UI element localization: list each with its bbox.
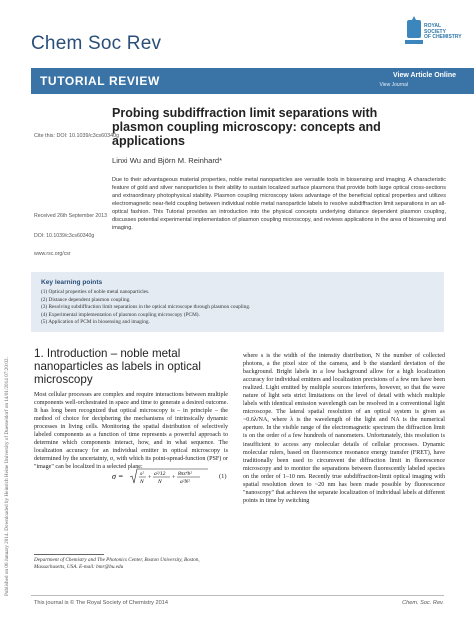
view-journal-link[interactable]: View Journal <box>379 82 408 88</box>
svg-text:a²N²: a²N² <box>180 479 190 485</box>
cite-this: Cite this: DOI: 10.1039/c3cs60340g <box>34 133 120 139</box>
key-learning-points-box <box>31 272 444 332</box>
journal-url[interactable]: www.rsc.org/csr <box>34 251 71 257</box>
key-point-item: (1) Optical properties of noble metal nanoparticles. <box>41 289 150 295</box>
body-right-column: where s is the width of the intensity distribution, N the number of collected photons, a the pixel size of the camera, and b the standard deviation of the background. Bright labels in a low background allow for a high localization accuracy for individual emitters and localization precisions of a few nm have been realized. Light emitted by multiple sources interferes, however, so that the wave nature of light sets strict limitations on the level of detail with which multiple labels with identical emission wavelength can be resolved in a conventional light microscope. The lateral spatial resolution of an optical system is given as ~0.6λ/NA, where λ is the wavelength of the light and NA is the numerical aperture. In the visible range of the electromagnetic spectrum the diffraction limit is on the order of a few hundreds of nanometers. Unfortunately, this resolution is insufficient to access any molecular details of cellular processes. Dynamic molecular rulers, based on fluorescence resonance energy transfer (FRET), have traditionally been used to circumvent the diffraction limit in fluorescence microscopy and to monitor the separations between fluorescently labeled species on the order of 1–10 nm. Recently true subdiffraction-limit optical imaging with spatial resolution down to ~20 nm has been made possible by fluorescence "nanoscopy" that achieves the separate localization of individual labels at different points in time by switching <box>243 353 445 504</box>
logo-line-2: OF CHEMISTRY <box>424 34 462 41</box>
copyright-footer: This journal is © The Royal Society of Chemistry 2014 <box>34 600 168 606</box>
key-points-heading: Key learning points <box>41 279 103 286</box>
banner-title: TUTORIAL REVIEW <box>40 74 160 88</box>
doi: DOI: 10.1039/c3cs60340g <box>34 233 95 239</box>
equation-sigma <box>110 466 210 486</box>
svg-text:a²/12: a²/12 <box>154 471 166 477</box>
svg-text:+: + <box>148 475 152 481</box>
body-left-column: Most cellular processes are complex and require interactions between multiple components well-orchestrated in space and time to generate a desired outcome. It has long been recognized that optical microscopy is – in principle – the method of choice for deciphering the mechanisms of intrinsically dynamic processes in living cells. Monitoring the spatial distribution of selectively labeled components as a function of time represents a powerful approach to determine which components interact, how, and in what sequence. The localization accuracy for an individual emitter in optical microscopy is determined by the uncertainty, σ, with which its point-spread-function (PSF) or "image" can be localized in a selected plane: <box>34 392 228 471</box>
received-date: Received 26th September 2013 <box>34 213 107 219</box>
svg-text:s²: s² <box>140 471 144 477</box>
key-point-item: (3) Resolving subdiffraction limit separations in the optical microscope through plasmon coupling. <box>41 304 251 311</box>
rsc-crest-icon <box>404 16 424 50</box>
footnote-divider <box>34 554 104 555</box>
key-points-list <box>41 289 250 327</box>
footer-divider <box>31 595 444 596</box>
rsc-logo <box>404 16 464 62</box>
tutorial-review-banner <box>31 68 474 94</box>
article-title: Probing subdiffraction limit separations with plasmon coupling microscopy: concepts and applications <box>112 106 381 148</box>
download-info-sidebar <box>2 84 12 604</box>
svg-text:N: N <box>140 479 144 485</box>
svg-text:σ =: σ = <box>112 472 124 481</box>
svg-text:N: N <box>158 479 162 485</box>
key-point-item: (2) Distance dependent plasmon coupling. <box>41 296 131 303</box>
equation-number: (1) <box>219 473 227 480</box>
journal-title: Chem Soc Rev <box>31 33 162 54</box>
affiliation-footnote: Department of Chemistry and The Photonics Center, Boston University, Boston, Massachusetts, USA. E-mail: bmr@bu.edu <box>34 557 200 570</box>
abstract: Due to their advantageous material properties, noble metal nanoparticles are versatile tools in biosensing and imaging. A characteristic feature of gold and silver nanoparticles is their ability to sustain localized surface plasmons that provide both large optical cross-sections and extraordinary photophysical stability. Plasmon coupling microscopy takes advantage of the beneficial optical properties and utilizes electromagnetic near-field coupling between individual noble metal nanoparticle labels to resolve subdiffraction limit separations in an all-optical fashion. This Tutorial provides an introduction into the physical concepts underlying distance dependent plasmon coupling, discusses potential experimental implementation of plasmon coupling microscopy, and reviews applications in the area of biosensing and imaging. <box>112 177 446 232</box>
logo-lettering <box>424 24 464 41</box>
authors: Linxi Wu and Björn M. Reinhard* <box>112 156 223 165</box>
equation-graphic <box>110 466 210 488</box>
journal-footer: Chem. Soc. Rev. <box>402 600 444 606</box>
view-article-online-link[interactable]: View Article Online <box>392 72 456 79</box>
key-point-item: (5) Application of PCM in biosensing and imaging. <box>41 319 150 326</box>
svg-text:+: + <box>172 475 176 481</box>
section-heading: 1. Introduction – noble metal nanoparticles as labels in optical microscopy <box>34 347 201 387</box>
svg-text:8πs⁴b²: 8πs⁴b² <box>178 471 192 477</box>
download-info-text: Published on 06 January 2014. Downloaded by Heinrich Heine University of Duesseldorf on 14/01/2014 07:20:02. <box>4 357 10 596</box>
logo-line-1: ROYAL SOCIETY <box>424 23 446 35</box>
key-point-item: (4) Experimental implementation of plasmon coupling microscopy (PCM). <box>41 311 200 318</box>
